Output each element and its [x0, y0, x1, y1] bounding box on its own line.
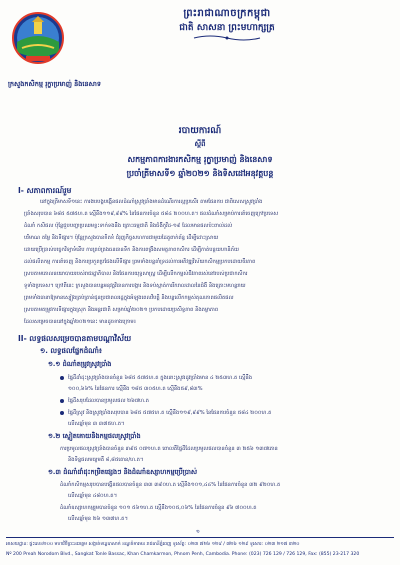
- report-title: របាយការណ៍: [178, 126, 222, 136]
- list-item: ផ្ទៃដីសរុបដែលបានប្រមូលផល ២៦៧ហ.ត: [60, 397, 380, 405]
- bullet-icon: [60, 376, 64, 380]
- list-item-continuation: លើសឆ្នាំមុន ២៦ ១៣៧ហ.ត។: [68, 516, 128, 522]
- list-item-continuation: លើសឆ្នាំមុន ៣ ៣៧៥ហ.ត។: [68, 421, 125, 427]
- paragraph-line: ដោយប្រើប្រាស់បច្ចេកវិទ្យាទំនើប ការគ្រប់គ្រងធនធានទឹក និងការពង្រឹងសមត្ថភាពកសិករ ដើម្បីកាត់បន្ថយហានិភ័យ: [24, 247, 239, 253]
- paragraph-line: ស្របតាមតម្រូវការទីផ្សារក្នុងស្រុក និងអន្តរជាតិ សម្រាប់ឆ្នាំ២០២១ ប្រកបដោយប្រសិទ្ធភាព និងតម្លាភាព: [24, 307, 219, 313]
- report-topic: សកម្មភាពការងារកសិកម្ម រុក្ខាប្រមាញ់ និងនេសាទ: [127, 155, 273, 164]
- report-period: ប្រចាំត្រីមាសទី១ ឆ្នាំ២០២១ និងទិសដៅអនុវត្តបន្ត: [126, 169, 274, 178]
- subsection-heading-other-crops: ១.៣ ដំណាំដាំដុះកម្រិតផ្សេងៗ និងដំណាំឧស្សាហកម្មប្រើប្រាស់: [48, 468, 198, 476]
- list-item-continuation: និងទិន្នផលមធ្យមគឺ ៨,៨៥តោន/ហ.ត។: [68, 457, 144, 463]
- paragraph-line: ដែលសម្រេចបាននៅក្នុងឆ្នាំ២០២១នេះ មានដូចខាងក្រោម៖: [24, 319, 137, 325]
- paragraph-line: ស្របតាមគោលនយោបាយរបស់រាជរដ្ឋាភិបាល និងផែនការយុទ្ធសាស្ត្រ ដើម្បីលើកកម្ពស់ជីវភាពរស់នៅរបស់ប្រជាកសិករ: [24, 271, 248, 277]
- paragraph-line: ដំណាំ កសិផល ប៉ុន្តែជួបបញ្ហាប្រឈមខ្លះទាក់ទងនឹង គ្រោះធម្មជាតិ និងជំងឺកូវីដ-១៩ ដែលមានផលប៉ះពាល់ដល់: [24, 223, 233, 229]
- subsection-heading-crops: ១. លទ្ធផលផ្នែកដំណាំ៖: [40, 347, 103, 355]
- paragraph-line: នៅក្នុងត្រីមាសទី១នេះ ការងារបង្កបង្កើនផលដំណាំស្រូវប្រាំងមានដំណើរការល្អប្រសើរ តាមផែនការ ជាពិសេសស្រូវប្រាំង: [40, 199, 263, 205]
- subsection-heading-dry-rice: ១.១ ដំណាំតម្រូវស្រូវប្រាំង: [48, 360, 112, 368]
- paragraph-line: ព្រមទាំងធានាឱ្យមានស្បៀងគ្រប់គ្រាន់ជូនប្រជាពលរដ្ឋក្នុងអំឡុងពេលវិបត្តិ និងបន្តលើកកម្ពស់គុណភាពផលិតផល: [24, 295, 234, 301]
- ministry-name: ក្រសួងកសិកម្ម រុក្ខាប្រមាញ់ និងនេសាទ: [8, 80, 101, 88]
- footer-address-khmer: អាសយដ្ឋាន: ផ្ទះលេខ២០០ មហាវិថីព្រះនរោត្តម សង្កាត់ទន្លេបាសាក់ ខណ្ឌចំការមន រាជធានីភ្នំពេញ ទូរស័ព្ទ: ០២៣ ៧២៦ ១២៩ / ៧២៦ ១២៩ ទូរសារ: ០២៣ ២១៧ ៣២០: [6, 542, 300, 547]
- list-item-continuation: លើសឆ្នាំមុន ៤៨០ហ.ត។: [68, 493, 118, 499]
- paragraph-line: ទូទាំងប្រទេស។ ក្រៅពីនេះ ក្រសួងបានបន្តអនុវត្តវិធានការបង្ការ និងទប់ស្កាត់ការរីករាលដាលនៃជំងឺ និងគ្រោះមហន្តរាយ: [24, 283, 246, 289]
- list-item: ដំណាំឧស្សាហកម្មរួមបានចំនួន ១០១ ៥៦១ហ.ត ស្មើនឹង១០៥,០៦% នៃផែនការចំនួន ៩៦ ៧០០ហ.ត: [60, 505, 257, 511]
- list-item: ដំណាំកសិកម្មសរុបបានបង្កើនផលបានចំនួន ៣៣ ៣៩០ហ.ត ស្មើនឹង១០១,៤៤% នៃផែនការចំនួន ៣២ ៩២០ហ.ត: [60, 482, 281, 488]
- paragraph-line: ប្រាំងសរុបបាន ៦៨៥ ៥៧៥ហ.ត ស្មើនឹង១១៩,៩៩% នៃផែនការចំនួន ៥៨៤ ២០០ហ.ត។ ផលដំណាំសម្រាប់ការនាំចេញក្រៅប្រទេស: [24, 211, 279, 217]
- footer-address-english: Nº 200 Preah Norodom Blvd., Sangkat Tonle Bassac, Khan Chamkarmon, Phnom Penh, Cambodia. Phone: (023) 726 129 / 726 129, Fax: (855) 23-217 320: [6, 552, 360, 557]
- list-item: ផ្ទៃដីដាំដុះស្រូវប្រាំងបានចំនួន ៦៨៥ ៥៧៥ហ.ត ក្នុងនោះស្រូវរដូវប្រាំងមាន ៤ ២៥៣ហ.ត ស្មើនឹង: [60, 374, 380, 382]
- paragraph-line: ដល់ផលិតកម្ម ការនាំចេញ និងការប្រកួតប្រជែងលើទីផ្សារ ព្រមទាំងបន្តគាំទ្រដល់ការអភិវឌ្ឍវិស័យកសិកម្មប្រកបដោយចីរភាព: [24, 259, 256, 265]
- list-item: ផ្ទៃដីស្រូវ និងស្រូវប្រាំងសរុបបាន ៦៨៥ ៥៧៥ហ.ត ស្មើនឹង១១៩,៩៩% នៃផែនការចំនួន ៥៨៤ ២០០ហ.ត: [60, 409, 380, 417]
- bullet-icon: [60, 399, 64, 403]
- divider-ornament: [192, 35, 262, 41]
- paragraph-line: បរិមាណ តម្លៃ និងទីផ្សារ។ ប៉ុន្តែក្រសួងបានខិតខំ ជំរុញកិច្ចសហការជាមួយដៃគូពាក់ព័ន្ធ ដើម្បីដោះស្រាយ: [24, 235, 219, 241]
- report-subtitle-about: ស្តីពី: [194, 140, 206, 148]
- section-heading-overview: I- សភាពការណ៍រួម: [18, 186, 72, 195]
- kingdom-heading: ព្រះរាជាណាចក្រកម្ពុជា: [183, 8, 271, 19]
- motto-heading: ជាតិ សាសនា ព្រះមហាក្សត្រ: [179, 23, 275, 33]
- section-heading-results: II- លទ្ធផលសម្រេចបានតាមបណ្តាវិស័យ: [18, 334, 132, 343]
- bullet-icon: [60, 411, 64, 415]
- ministry-logo-icon: [12, 12, 64, 64]
- list-item: ការប្រមូលផលស្រូវប្រាំងបានចំនួន ៣៩៥ ០៧១ហ.ត ពោលគឺផ្ទៃដីដែលប្រមូលផលបានចំនួន ៣ ២៥៦ ១៣៧តោន: [60, 446, 278, 452]
- page-number: ១: [196, 529, 200, 535]
- subsection-heading-harvest: ១.២ ស្ទៀតគោយនិងកម្មផលស្រូវប្រាំង: [48, 432, 141, 440]
- list-item-continuation: ១០០,៦៦% នៃផែនការ ស្មើនឹង ១៨៥ ៣០៥ហ.ត ស្មើនឹង៥៩,៨៣%: [68, 386, 203, 392]
- footer-divider: [6, 537, 394, 538]
